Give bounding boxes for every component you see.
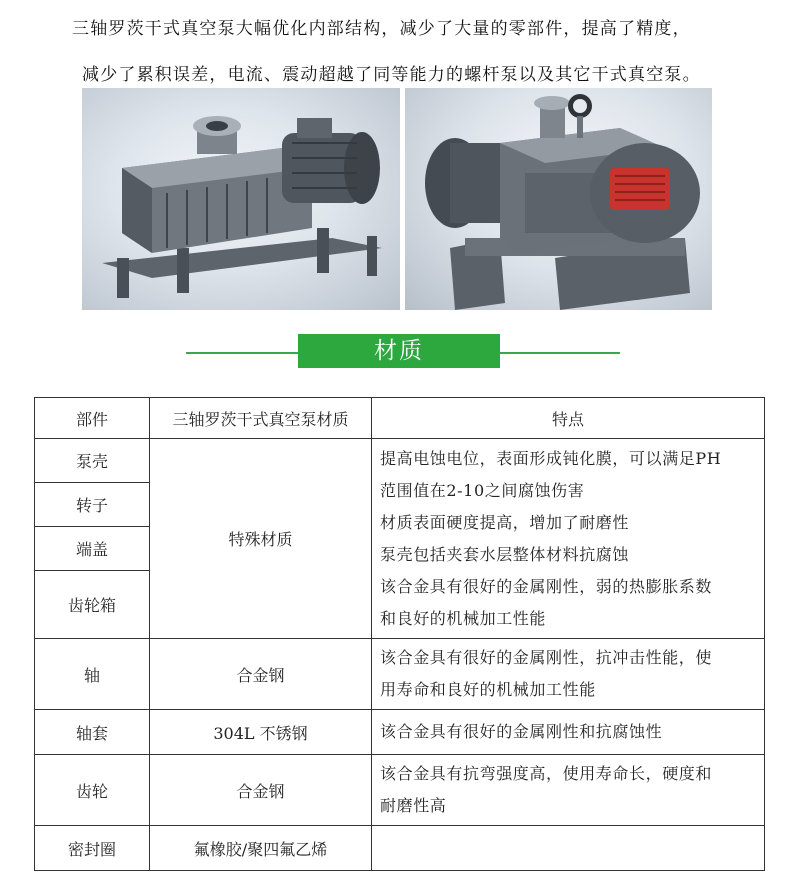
- part-cell: 轴套: [35, 710, 150, 755]
- intro-line-2: 减少了累积误差，电流、震动超越了同等能力的螺杆泵以及其它干式真空泵。: [82, 65, 701, 85]
- feature-line: 和良好的机械加工性能: [380, 608, 547, 628]
- feature-line: 该合金具有抗弯强度高，使用寿命长，硬度和: [380, 764, 713, 783]
- material-cell: 特殊材质: [150, 439, 372, 639]
- feature-line: 该合金具有很好的金属刚性和抗腐蚀性: [380, 722, 663, 741]
- table-row: [35, 755, 765, 826]
- part-cell: 端盖: [35, 527, 150, 571]
- material-cell: 合金钢: [150, 755, 372, 826]
- material-cell: 氟橡胶/聚四氟乙烯: [150, 826, 372, 871]
- part-cell: 泵壳: [35, 439, 150, 483]
- pump-front-view-image: [405, 88, 712, 310]
- section-divider-right: [500, 352, 620, 354]
- feature-line: 耐磨性高: [380, 796, 447, 815]
- feature-cell: [372, 826, 765, 871]
- part-cell: 转子: [35, 483, 150, 527]
- table-row: [35, 710, 765, 755]
- header-feature: 特点: [372, 398, 765, 439]
- feature-line: 提高电蚀电位，表面形成钝化膜，可以满足PH: [380, 448, 722, 468]
- pump-side-view-image: [82, 88, 400, 310]
- feature-cell: [372, 439, 765, 639]
- feature-line: 该合金具有很好的金属刚性，抗冲击性能，使: [380, 648, 713, 667]
- table-row: [35, 639, 765, 710]
- feature-cell: [372, 755, 765, 826]
- table-row: [35, 826, 765, 871]
- feature-cell: [372, 639, 765, 710]
- intro-line-1: 三轴罗茨干式真空泵大幅优化内部结构，减少了大量的零部件，提高了精度，: [72, 19, 691, 39]
- section-divider-left: [186, 352, 298, 354]
- materials-table: [34, 397, 765, 871]
- part-cell: 轴: [35, 639, 150, 710]
- table-header-row: [35, 398, 765, 439]
- part-cell: 齿轮箱: [35, 571, 150, 639]
- feature-line: 泵壳包括夹套水层整体材料抗腐蚀: [380, 544, 630, 564]
- material-cell: 合金钢: [150, 639, 372, 710]
- header-material: 三轴罗茨干式真空泵材质: [150, 398, 372, 439]
- section-title-materials: 材质: [298, 334, 500, 368]
- feature-line: 材质表面硬度提高，增加了耐磨性: [380, 512, 630, 532]
- part-cell: 密封圈: [35, 826, 150, 871]
- part-cell: 齿轮: [35, 755, 150, 826]
- header-part: 部件: [35, 398, 150, 439]
- feature-cell: [372, 710, 765, 755]
- material-cell: 304L 不锈钢: [150, 710, 372, 755]
- feature-line: 该合金具有很好的金属刚性，弱的热膨胀系数: [380, 576, 713, 596]
- feature-line: 用寿命和良好的机械加工性能: [380, 680, 596, 699]
- feature-line: 范围值在2-10之间腐蚀伤害: [380, 480, 585, 500]
- table-row: [35, 439, 765, 483]
